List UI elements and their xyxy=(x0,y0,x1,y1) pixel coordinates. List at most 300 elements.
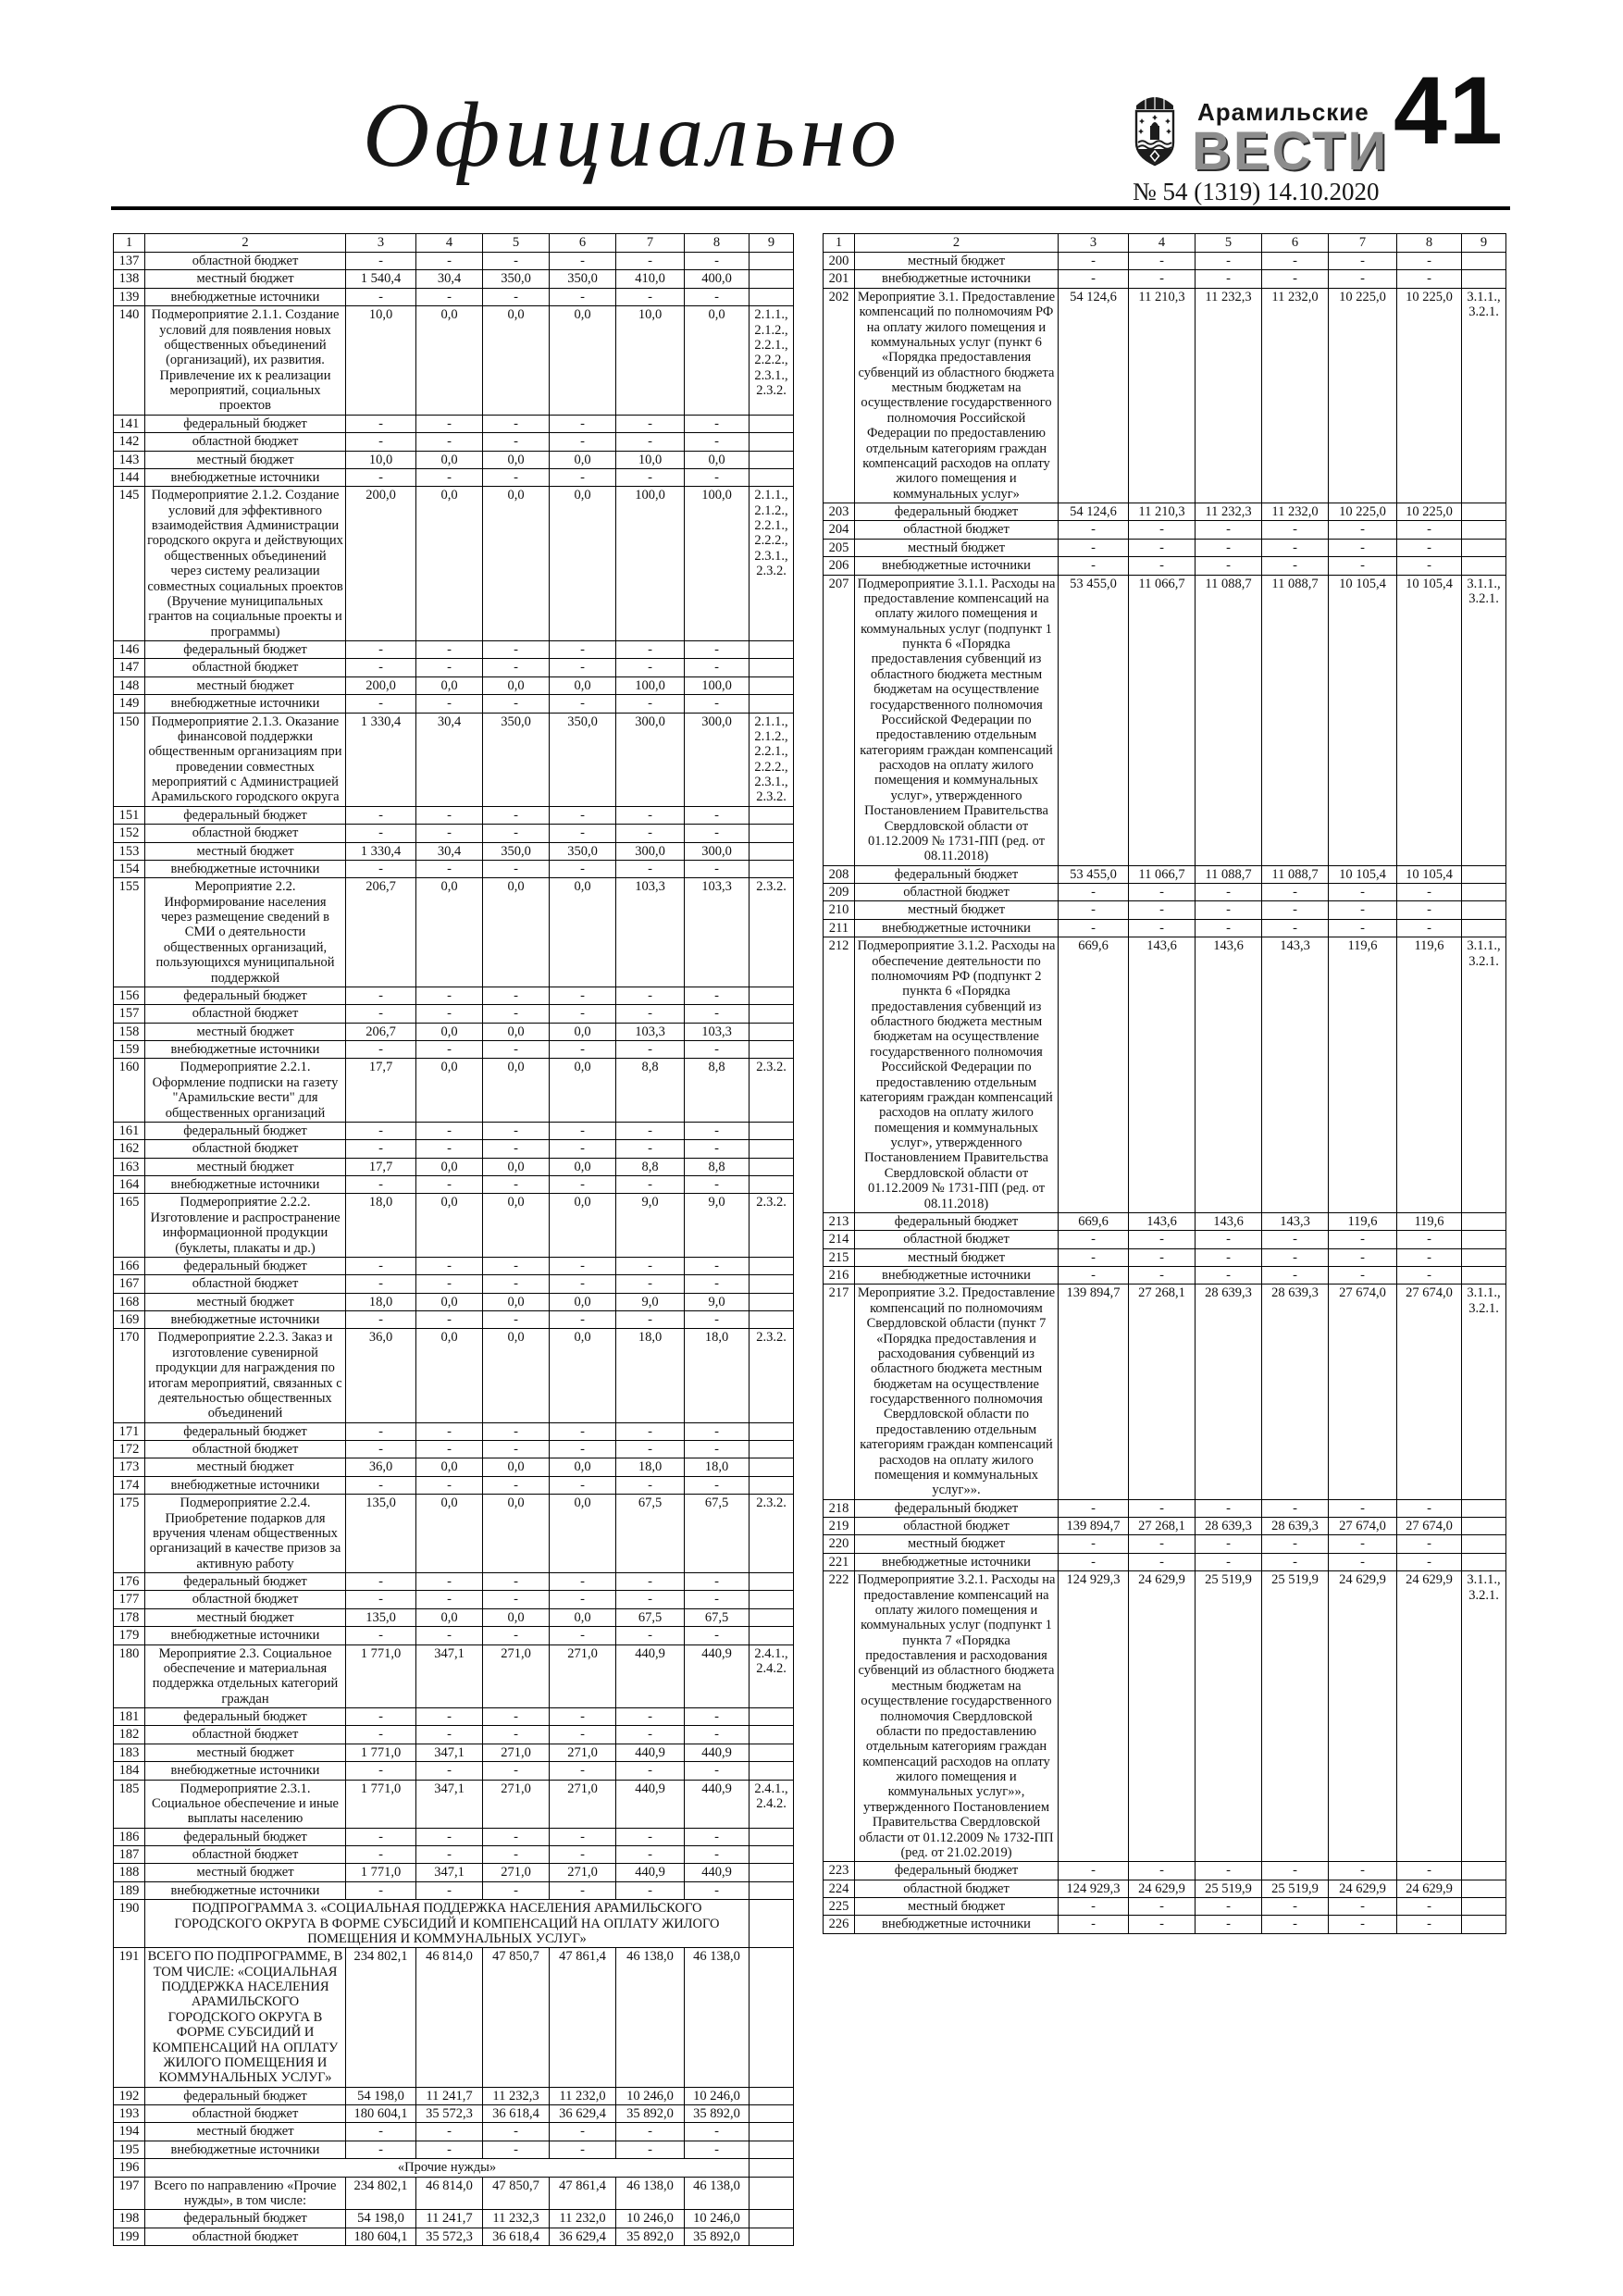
row-number: 214 xyxy=(824,1231,855,1248)
amount-value: - xyxy=(550,2123,616,2141)
target-ref: 2.4.1., 2.4.2. xyxy=(750,1780,794,1828)
table-row-178 xyxy=(114,1608,794,1626)
amount-value: - xyxy=(1129,1535,1196,1553)
target-ref xyxy=(750,253,794,270)
amount-value: - xyxy=(483,1122,550,1139)
table-row-214 xyxy=(824,1231,1506,1248)
amount-value: - xyxy=(1196,1499,1262,1517)
target-ref xyxy=(750,1864,794,1881)
target-ref: 2.1.1., 2.1.2., 2.2.1., 2.2.2., 2.3.1., 2.3.2. xyxy=(750,487,794,641)
row-number: 147 xyxy=(114,659,145,676)
item-name: областной бюджет xyxy=(145,659,346,676)
amount-value: - xyxy=(550,1176,616,1194)
amount-value: 0,0 xyxy=(550,878,616,987)
column-header: 8 xyxy=(685,234,750,253)
amount-value: 100,0 xyxy=(616,676,685,694)
column-header: 5 xyxy=(1196,234,1262,253)
item-name: федеральный бюджет xyxy=(145,2087,346,2104)
row-number: 223 xyxy=(824,1862,855,1880)
target-ref xyxy=(1462,1880,1506,1897)
amount-value: 47 850,7 xyxy=(483,1948,550,2087)
table-row-199 xyxy=(114,2228,794,2245)
amount-value: 300,0 xyxy=(685,842,750,860)
table-row-154 xyxy=(114,860,794,877)
table-row-141 xyxy=(114,415,794,432)
amount-value: 124 929,3 xyxy=(1059,1571,1129,1862)
amount-value: - xyxy=(550,1591,616,1608)
amount-value: 440,9 xyxy=(685,1744,750,1761)
column-header: 2 xyxy=(855,234,1059,253)
amount-value: 135,0 xyxy=(346,1608,416,1626)
amount-value: - xyxy=(685,1275,750,1293)
amount-value: - xyxy=(483,1762,550,1780)
row-number: 204 xyxy=(824,521,855,539)
amount-value: - xyxy=(685,468,750,486)
amount-value: - xyxy=(416,1041,483,1059)
amount-value: 0,0 xyxy=(483,1329,550,1422)
amount-value: - xyxy=(616,1122,685,1139)
amount-value: 119,6 xyxy=(1329,937,1397,1213)
item-name: внебюджетные источники xyxy=(855,270,1059,288)
amount-value: - xyxy=(1262,1267,1329,1285)
item-name: областной бюджет xyxy=(145,825,346,842)
amount-value: - xyxy=(483,288,550,305)
amount-value: 10,0 xyxy=(616,451,685,468)
table-row-191 xyxy=(114,1948,794,2087)
item-name: местный бюджет xyxy=(855,901,1059,919)
amount-value: - xyxy=(346,1041,416,1059)
amount-value: - xyxy=(416,695,483,713)
issue-line: № 54 (1319) 14.10.2020 xyxy=(1133,178,1380,205)
amount-value: - xyxy=(1196,901,1262,919)
amount-value: 0,0 xyxy=(416,1329,483,1422)
amount-value: - xyxy=(416,1846,483,1864)
amount-value: - xyxy=(1059,919,1129,937)
amount-value: 119,6 xyxy=(1329,1212,1397,1230)
item-name: местный бюджет xyxy=(145,1293,346,1310)
item-name: областной бюджет xyxy=(145,1275,346,1293)
amount-value: - xyxy=(1329,557,1397,575)
table-row-186 xyxy=(114,1828,794,1845)
amount-value: - xyxy=(483,1275,550,1293)
table-row-202 xyxy=(824,288,1506,503)
amount-value: - xyxy=(1129,1862,1196,1880)
amount-value: - xyxy=(1397,253,1462,270)
row-number: 164 xyxy=(114,1176,145,1194)
amount-value: - xyxy=(483,1422,550,1440)
row-number: 163 xyxy=(114,1158,145,1175)
table-row-145 xyxy=(114,487,794,641)
amount-value: - xyxy=(416,1762,483,1780)
amount-value: - xyxy=(550,860,616,877)
amount-value: 0,0 xyxy=(483,1293,550,1310)
amount-value: 47 850,7 xyxy=(483,2177,550,2210)
item-name: областной бюджет xyxy=(855,1518,1059,1535)
amount-value: - xyxy=(1262,901,1329,919)
row-number: 179 xyxy=(114,1627,145,1644)
amount-value: 27 674,0 xyxy=(1329,1518,1397,1535)
amount-value: 100,0 xyxy=(685,676,750,694)
amount-value: - xyxy=(1329,1248,1397,1266)
amount-value: 139 894,7 xyxy=(1059,1285,1129,1499)
amount-value: 11 088,7 xyxy=(1262,865,1329,883)
amount-value: 11 232,0 xyxy=(550,2087,616,2104)
item-name: федеральный бюджет xyxy=(145,1708,346,1726)
amount-value: - xyxy=(1196,1535,1262,1553)
amount-value: - xyxy=(483,253,550,270)
target-ref xyxy=(750,1900,794,1948)
table-row-166 xyxy=(114,1257,794,1274)
amount-value: - xyxy=(1059,1267,1129,1285)
item-name: Подмероприятие 2.2.1. Оформление подписки на газету "Арамильские вести" для общественных организаций xyxy=(145,1059,346,1123)
amount-value: - xyxy=(616,1422,685,1440)
row-number: 145 xyxy=(114,487,145,641)
row-number: 151 xyxy=(114,806,145,824)
row-number: 212 xyxy=(824,937,855,1213)
amount-value: 9,0 xyxy=(685,1194,750,1258)
amount-value: 35 892,0 xyxy=(616,2105,685,2123)
amount-value: - xyxy=(1397,919,1462,937)
amount-value: - xyxy=(1262,557,1329,575)
amount-value: 300,0 xyxy=(685,713,750,806)
table-row-200 xyxy=(824,253,1506,270)
item-name: Подмероприятие 2.2.4. Приобретение подарков для вручения членам общественных организаций в качестве призов за активную работу xyxy=(145,1495,346,1573)
amount-value: 0,0 xyxy=(550,1023,616,1040)
row-number: 180 xyxy=(114,1644,145,1708)
amount-value: 67,5 xyxy=(685,1495,750,1573)
table-row-224 xyxy=(824,1880,1506,1897)
amount-value: - xyxy=(1329,1499,1397,1517)
amount-value: - xyxy=(1397,557,1462,575)
amount-value: 8,8 xyxy=(616,1059,685,1123)
item-name: внебюджетные источники xyxy=(145,695,346,713)
amount-value: - xyxy=(483,468,550,486)
row-number: 173 xyxy=(114,1458,145,1476)
amount-value: - xyxy=(1059,557,1129,575)
target-ref xyxy=(750,270,794,288)
amount-value: - xyxy=(685,641,750,659)
amount-value: 0,0 xyxy=(483,487,550,641)
amount-value: 35 572,3 xyxy=(416,2105,483,2123)
amount-value: - xyxy=(685,2141,750,2158)
target-ref: 2.3.2. xyxy=(750,1059,794,1123)
amount-value: - xyxy=(346,1176,416,1194)
amount-value: - xyxy=(1397,521,1462,539)
amount-value: - xyxy=(346,1122,416,1139)
amount-value: 9,0 xyxy=(616,1194,685,1258)
amount-value: - xyxy=(416,1122,483,1139)
table-row-151 xyxy=(114,806,794,824)
amount-value: - xyxy=(616,806,685,824)
amount-value: - xyxy=(616,1257,685,1274)
amount-value: - xyxy=(1262,1231,1329,1248)
amount-value: 18,0 xyxy=(685,1329,750,1422)
amount-value: 350,0 xyxy=(550,270,616,288)
target-ref xyxy=(750,1476,794,1494)
target-ref xyxy=(750,1573,794,1591)
item-name: местный бюджет xyxy=(145,2123,346,2141)
item-name: федеральный бюджет xyxy=(855,1862,1059,1880)
table-row-205 xyxy=(824,539,1506,556)
item-name: областной бюджет xyxy=(145,253,346,270)
target-ref xyxy=(1462,865,1506,883)
amount-value: 0,0 xyxy=(416,1458,483,1476)
item-name: федеральный бюджет xyxy=(145,987,346,1004)
amount-value: - xyxy=(1329,521,1397,539)
amount-value: 18,0 xyxy=(346,1293,416,1310)
amount-value: 347,1 xyxy=(416,1864,483,1881)
amount-value: - xyxy=(1059,901,1129,919)
item-name: местный бюджет xyxy=(145,1158,346,1175)
amount-value: 46 138,0 xyxy=(685,1948,750,2087)
amount-value: - xyxy=(1397,1231,1462,1248)
amount-value: 0,0 xyxy=(685,451,750,468)
amount-value: 54 124,6 xyxy=(1059,503,1129,521)
amount-value: - xyxy=(1196,884,1262,901)
amount-value: 271,0 xyxy=(483,1864,550,1881)
amount-value: 440,9 xyxy=(685,1644,750,1708)
amount-value: 24 629,9 xyxy=(1129,1880,1196,1897)
table-row-222 xyxy=(824,1571,1506,1862)
amount-value: 400,0 xyxy=(685,270,750,288)
amount-value: - xyxy=(685,1627,750,1644)
amount-value: 11 066,7 xyxy=(1129,865,1196,883)
amount-value: 271,0 xyxy=(550,1744,616,1761)
amount-value: - xyxy=(685,1257,750,1274)
amount-value: - xyxy=(346,1762,416,1780)
amount-value: - xyxy=(1059,1248,1129,1266)
target-ref: 2.3.2. xyxy=(750,1495,794,1573)
amount-value: - xyxy=(685,1476,750,1494)
amount-value: - xyxy=(1129,539,1196,556)
table-row-175 xyxy=(114,1495,794,1573)
target-ref xyxy=(750,1023,794,1040)
row-number: 192 xyxy=(114,2087,145,2104)
amount-value: - xyxy=(1196,521,1262,539)
amount-value: - xyxy=(685,1591,750,1608)
row-number: 141 xyxy=(114,415,145,432)
table-row-190 xyxy=(114,1900,794,1948)
target-ref xyxy=(750,1140,794,1158)
amount-value: - xyxy=(416,1627,483,1644)
amount-value: - xyxy=(1129,270,1196,288)
column-header-row xyxy=(824,234,1506,253)
item-name: областной бюджет xyxy=(855,1880,1059,1897)
amount-value: 10 105,4 xyxy=(1397,865,1462,883)
amount-value: - xyxy=(346,433,416,451)
amount-value: 0,0 xyxy=(483,1458,550,1476)
row-number: 225 xyxy=(824,1898,855,1916)
row-number: 199 xyxy=(114,2228,145,2245)
target-ref: 3.1.1., 3.2.1. xyxy=(1462,575,1506,865)
amount-value: - xyxy=(1262,919,1329,937)
amount-value: - xyxy=(616,1846,685,1864)
amount-value: - xyxy=(1329,884,1397,901)
amount-value: 143,6 xyxy=(1196,937,1262,1213)
target-ref xyxy=(1462,503,1506,521)
amount-value: 25 519,9 xyxy=(1196,1880,1262,1897)
amount-value: - xyxy=(550,415,616,432)
amount-value: 10 225,0 xyxy=(1397,288,1462,503)
amount-value: - xyxy=(416,1257,483,1274)
amount-value: - xyxy=(1129,919,1196,937)
amount-value: - xyxy=(1129,1916,1196,1933)
amount-value: 0,0 xyxy=(685,306,750,416)
row-number: 158 xyxy=(114,1023,145,1040)
amount-value: 46 814,0 xyxy=(416,1948,483,2087)
table-row-142 xyxy=(114,433,794,451)
amount-value: - xyxy=(550,1275,616,1293)
target-ref xyxy=(1462,1862,1506,1880)
amount-value: 24 629,9 xyxy=(1329,1880,1397,1897)
amount-value: 24 629,9 xyxy=(1397,1571,1462,1862)
amount-value: 28 639,3 xyxy=(1262,1285,1329,1499)
table-row-163 xyxy=(114,1158,794,1175)
row-number: 143 xyxy=(114,451,145,468)
amount-value: - xyxy=(1329,919,1397,937)
table-row-184 xyxy=(114,1762,794,1780)
amount-value: - xyxy=(1397,1267,1462,1285)
row-number: 183 xyxy=(114,1744,145,1761)
section-title: Официально xyxy=(363,83,901,186)
amount-value: 10 246,0 xyxy=(685,2087,750,2104)
row-number: 161 xyxy=(114,1122,145,1139)
amount-value: 350,0 xyxy=(550,842,616,860)
amount-value: - xyxy=(616,415,685,432)
row-number: 140 xyxy=(114,306,145,416)
amount-value: - xyxy=(1262,521,1329,539)
target-ref xyxy=(750,2141,794,2158)
amount-value: - xyxy=(483,1041,550,1059)
amount-value: - xyxy=(1329,270,1397,288)
table-row-195 xyxy=(114,2141,794,2158)
target-ref xyxy=(750,695,794,713)
amount-value: - xyxy=(1262,1499,1329,1517)
amount-value: - xyxy=(1397,539,1462,556)
amount-value: 36 618,4 xyxy=(483,2228,550,2245)
table-row-206 xyxy=(824,557,1506,575)
target-ref xyxy=(750,1458,794,1476)
item-name: федеральный бюджет xyxy=(145,806,346,824)
amount-value: - xyxy=(483,433,550,451)
amount-value: - xyxy=(416,468,483,486)
item-name: местный бюджет xyxy=(145,1023,346,1040)
row-number: 177 xyxy=(114,1591,145,1608)
amount-value: - xyxy=(416,641,483,659)
row-number: 165 xyxy=(114,1194,145,1258)
column-header: 3 xyxy=(346,234,416,253)
item-name: внебюджетные источники xyxy=(145,1176,346,1194)
table-row-161 xyxy=(114,1122,794,1139)
amount-value: - xyxy=(685,987,750,1004)
budget-tables xyxy=(113,233,1506,2246)
coat-of-arms-icon xyxy=(1131,91,1179,168)
amount-value: - xyxy=(616,1041,685,1059)
amount-value: 143,6 xyxy=(1129,937,1196,1213)
row-number: 176 xyxy=(114,1573,145,1591)
amount-value: 0,0 xyxy=(550,1458,616,1476)
amount-value: - xyxy=(1262,539,1329,556)
target-ref xyxy=(750,1726,794,1744)
amount-value: - xyxy=(1397,1499,1462,1517)
row-number: 149 xyxy=(114,695,145,713)
table-row-192 xyxy=(114,2087,794,2104)
row-number: 162 xyxy=(114,1140,145,1158)
amount-value: - xyxy=(1129,1248,1196,1266)
amount-value: 27 268,1 xyxy=(1129,1285,1196,1499)
amount-value: - xyxy=(685,659,750,676)
amount-value: - xyxy=(1059,1499,1129,1517)
target-ref xyxy=(1462,919,1506,937)
table-row-169 xyxy=(114,1311,794,1329)
row-number: 190 xyxy=(114,1900,145,1948)
amount-value: - xyxy=(550,1441,616,1458)
amount-value: - xyxy=(550,253,616,270)
target-ref: 3.1.1., 3.2.1. xyxy=(1462,1285,1506,1499)
amount-value: - xyxy=(346,1005,416,1023)
row-number: 213 xyxy=(824,1212,855,1230)
amount-value: - xyxy=(1129,901,1196,919)
amount-value: 0,0 xyxy=(416,676,483,694)
amount-value: - xyxy=(346,825,416,842)
amount-value: 35 572,3 xyxy=(416,2228,483,2245)
table-row-173 xyxy=(114,1458,794,1476)
amount-value: - xyxy=(1397,1898,1462,1916)
budget-table-left xyxy=(113,233,794,2246)
amount-value: - xyxy=(685,695,750,713)
amount-value: - xyxy=(416,2123,483,2141)
amount-value: - xyxy=(483,1828,550,1845)
amount-value: - xyxy=(1059,1862,1129,1880)
table-row-221 xyxy=(824,1553,1506,1570)
amount-value: 1 330,4 xyxy=(346,713,416,806)
amount-value: 24 629,9 xyxy=(1329,1571,1397,1862)
amount-value: 300,0 xyxy=(616,713,685,806)
amount-value: - xyxy=(416,659,483,676)
target-ref xyxy=(750,987,794,1004)
amount-value: 36 629,4 xyxy=(550,2228,616,2245)
table-row-164 xyxy=(114,1176,794,1194)
amount-value: 0,0 xyxy=(550,1495,616,1573)
amount-value: - xyxy=(416,1275,483,1293)
row-number: 160 xyxy=(114,1059,145,1123)
amount-value: - xyxy=(550,2141,616,2158)
amount-value: - xyxy=(1262,1553,1329,1570)
target-ref xyxy=(750,2105,794,2123)
amount-value: - xyxy=(346,659,416,676)
row-number: 197 xyxy=(114,2177,145,2210)
amount-value: - xyxy=(550,1708,616,1726)
target-ref xyxy=(750,288,794,305)
amount-value: 47 861,4 xyxy=(550,2177,616,2210)
amount-value: - xyxy=(483,1573,550,1591)
amount-value: - xyxy=(550,468,616,486)
amount-value: 10,0 xyxy=(346,306,416,416)
amount-value: - xyxy=(346,806,416,824)
target-ref xyxy=(750,2210,794,2228)
amount-value: - xyxy=(483,1311,550,1329)
amount-value: 669,6 xyxy=(1059,937,1129,1213)
item-name: Подмероприятие 2.1.1. Создание условий для появления новых общественных объединений (организаций), их развития. Привлечение их к реализации мероприятий, социальных проектов xyxy=(145,306,346,416)
amount-value: - xyxy=(483,659,550,676)
amount-value: 206,7 xyxy=(346,1023,416,1040)
item-name: местный бюджет xyxy=(145,676,346,694)
table-row-218 xyxy=(824,1499,1506,1517)
row-number: 152 xyxy=(114,825,145,842)
amount-value: - xyxy=(685,806,750,824)
row-number: 189 xyxy=(114,1881,145,1899)
amount-value: - xyxy=(1129,557,1196,575)
